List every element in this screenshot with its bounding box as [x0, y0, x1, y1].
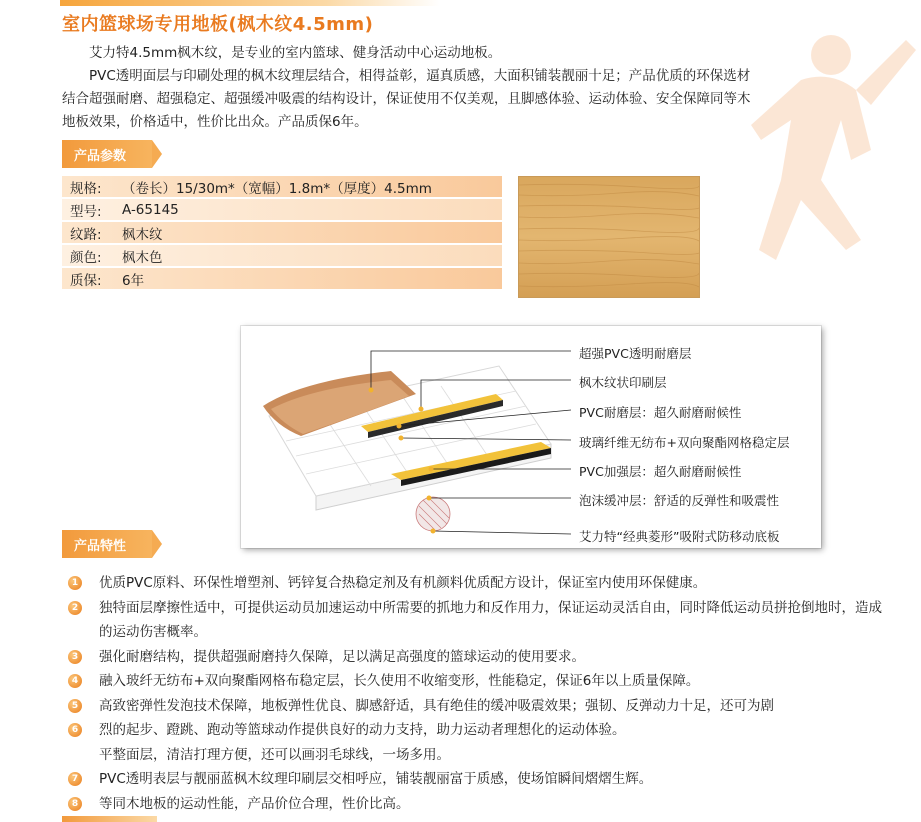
feature-text: 融入玻纤无纺布+双向聚酯网格布稳定层，长久使用不收缩变形，性能稳定，保证6年以上质量保障。 — [99, 673, 700, 689]
feature-number-badge: 7 — [68, 772, 82, 786]
feature-item — [68, 792, 888, 817]
intro-line-1: 艾力特4.5mm枫木纹，是专业的室内篮球、健身活动中心运动地板。 — [89, 45, 502, 61]
param-key: 质保: — [70, 272, 102, 289]
param-row-warranty — [62, 268, 502, 289]
param-value: （卷长）15/30m*（宽幅）1.8m*（厚度）4.5mm — [122, 180, 432, 197]
top-accent-bar — [60, 0, 440, 6]
feature-number-badge: 1 — [68, 576, 82, 590]
param-value: 枫木纹 — [122, 226, 163, 243]
features-heading: 产品特性 — [62, 530, 152, 558]
params-heading: 产品参数 — [62, 140, 152, 168]
layer-label-pvc-reinforce: PVC加强层：超久耐磨耐候性 — [579, 464, 742, 479]
feature-text: 强化耐磨结构，提供超强耐磨持久保障，足以满足高强度的篮球运动的使用要求。 — [99, 648, 585, 665]
param-row-texture — [62, 222, 502, 243]
feature-number-badge: 6 — [68, 723, 82, 737]
feature-text: 平整面层，清洁打理方便，还可以画羽毛球线，一场多用。 — [99, 746, 450, 763]
page-title: 室内篮球场专用地板(枫木纹4.5mm) — [62, 14, 374, 35]
param-row-model — [62, 199, 502, 220]
param-key: 规格: — [70, 180, 102, 197]
intro-paragraph-2: PVC透明面层与印刷处理的枫木纹理层结合，相得益彰，逼真质感，大面积铺装靓丽十足；产品优质的环保选材结合超强耐磨、超强稳定、超强缓冲吸震的结构设计，保证使用不仅美观，且脚感体验、运动体验、安全保障同等木地板效果，价格适中，性价比出众。产品质保6年。 — [62, 68, 751, 130]
param-value: 枫木色 — [122, 249, 163, 266]
feature-number-badge: 4 — [68, 674, 82, 688]
feature-text: 独特面层摩擦性适中，可提供运动员加速运动中所需要的抓地力和反作用力，保证运动灵活自由，同时降低运动员拼抢倒地时，造成的运动伤害概率。 — [99, 599, 882, 640]
feature-item — [68, 669, 888, 694]
params-table — [62, 176, 502, 291]
feature-item — [68, 596, 888, 645]
feature-number-badge: 3 — [68, 650, 82, 664]
feature-text: 等同木地板的运动性能，产品价位合理，性价比高。 — [99, 795, 410, 812]
param-key: 型号: — [70, 203, 102, 220]
layer-label-pvc-wear: PVC耐磨层：超久耐磨耐候性 — [579, 405, 742, 420]
feature-item — [68, 571, 888, 596]
bottom-accent-bar — [62, 816, 157, 822]
layer-label-print: 枫木纹状印刷层 — [579, 375, 667, 390]
param-row-spec — [62, 176, 502, 197]
feature-item — [68, 743, 888, 768]
layer-label-wear: 超强PVC透明耐磨层 — [579, 346, 692, 361]
param-row-color — [62, 245, 502, 266]
maple-wood-sample-image — [518, 176, 700, 298]
param-value: 6年 — [122, 272, 145, 289]
layer-label-fiberglass: 玻璃纤维无纺布+双向聚酯网格稳定层 — [579, 435, 790, 450]
feature-item — [68, 718, 888, 743]
feature-text: 高致密弹性发泡技术保障，地板弹性优良、脚感舒适，具有绝佳的缓冲吸震效果；强韧、反弹动力十足，还可为剧 — [99, 697, 774, 714]
feature-number-badge: 2 — [68, 601, 82, 615]
param-value: A-65145 — [122, 201, 179, 218]
param-key: 纹路: — [70, 226, 102, 243]
layer-structure-diagram — [241, 326, 821, 548]
feature-text: 优质PVC原料、环保性增塑剂、钙锌复合热稳定剂及有机颜料优质配方设计，保证室内使用环保健康。 — [99, 575, 707, 591]
features-list — [68, 571, 888, 816]
feature-item — [68, 767, 888, 792]
layer-label-base: 艾力特“经典菱形”吸附式防移动底板 — [579, 529, 780, 544]
feature-item — [68, 645, 888, 670]
param-key: 颜色: — [70, 249, 102, 266]
feature-text: PVC透明表层与靓丽蓝枫木纹理印刷层交相呼应，铺装靓丽富于质感，使场馆瞬间熠熠生辉。 — [99, 771, 653, 787]
intro-text — [62, 42, 762, 134]
feature-item — [68, 694, 888, 719]
feature-text: 烈的起步、蹬跳、跑动等篮球动作提供良好的动力支持，助力运动者理想化的运动体验。 — [99, 722, 626, 738]
feature-number-badge: 8 — [68, 797, 82, 811]
feature-number-badge: 5 — [68, 699, 82, 713]
layer-label-foam: 泡沫缓冲层：舒适的反弹性和吸震性 — [579, 493, 780, 508]
